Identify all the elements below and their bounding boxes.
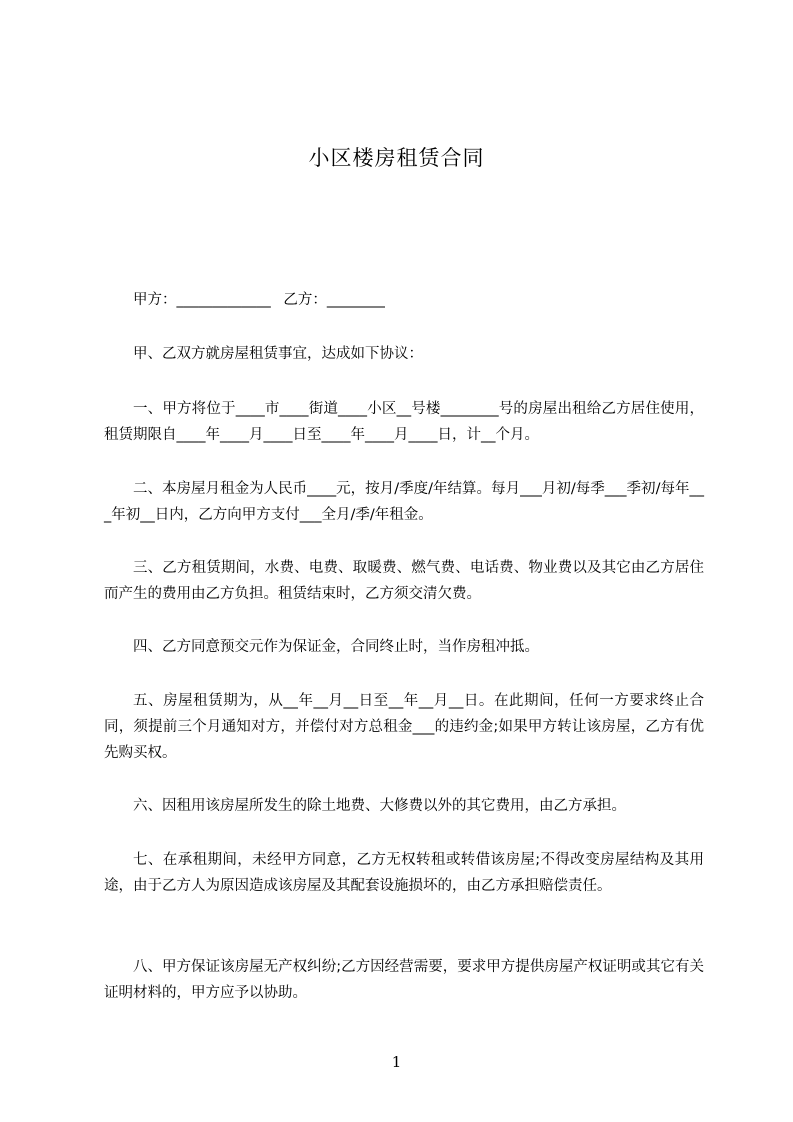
party-b-field: 乙方：________ [283, 292, 385, 308]
party-line [104, 287, 704, 313]
party-a-field: 甲方：_____________ [133, 292, 271, 308]
page-number: 1 [391, 1053, 402, 1071]
document-title: 小区楼房租赁合同 [308, 146, 485, 170]
clause-8: 八、甲方保证该房屋无产权纠纷;乙方因经营需要，要求甲方提供房屋产权证明或其它有关证明材料的，甲方应予以协助。 [104, 959, 704, 1001]
clause-2: 二、本房屋月租金为人民币____元，按月/季度/年结算。每月___月初/每季___季初/每年___年初__日内，乙方向甲方支付___全月/季/年租金。 [104, 481, 704, 523]
clause-7: 七、在承租期间，未经甲方同意，乙方无权转租或转借该房屋;不得改变房屋结构及其用途，由于乙方人为原因造成该房屋及其配套设施损坏的，由乙方承担赔偿责任。 [104, 852, 704, 894]
clause-1: 一、甲方将位于____市____街道____小区__号楼________号的房屋出租给乙方居住使用，租赁期限自____年____月____日至____年____月____日，计__个月。 [104, 401, 704, 443]
intro-paragraph: 甲、乙双方就房屋租赁事宜，达成如下协议： [133, 346, 423, 362]
clause-3: 三、乙方租赁期间，水费、电费、取暖费、燃气费、电话费、物业费以及其它由乙方居住而产生的费用由乙方负担。租赁结束时，乙方须交清欠费。 [104, 560, 704, 602]
clause-6: 六、因租用该房屋所发生的除土地费、大修费以外的其它费用，由乙方承担。 [133, 798, 626, 814]
clause-5: 五、房屋租赁期为，从__年__月__日至__年__月__日。在此期间，任何一方要求终止合同，须提前三个月通知对方，并偿付对方总租金___的违约金;如果甲方转让该房屋，乙方有优先购买权。 [104, 693, 704, 761]
clause-4: 四、乙方同意预交元作为保证金，合同终止时，当作房租冲抵。 [133, 639, 539, 655]
